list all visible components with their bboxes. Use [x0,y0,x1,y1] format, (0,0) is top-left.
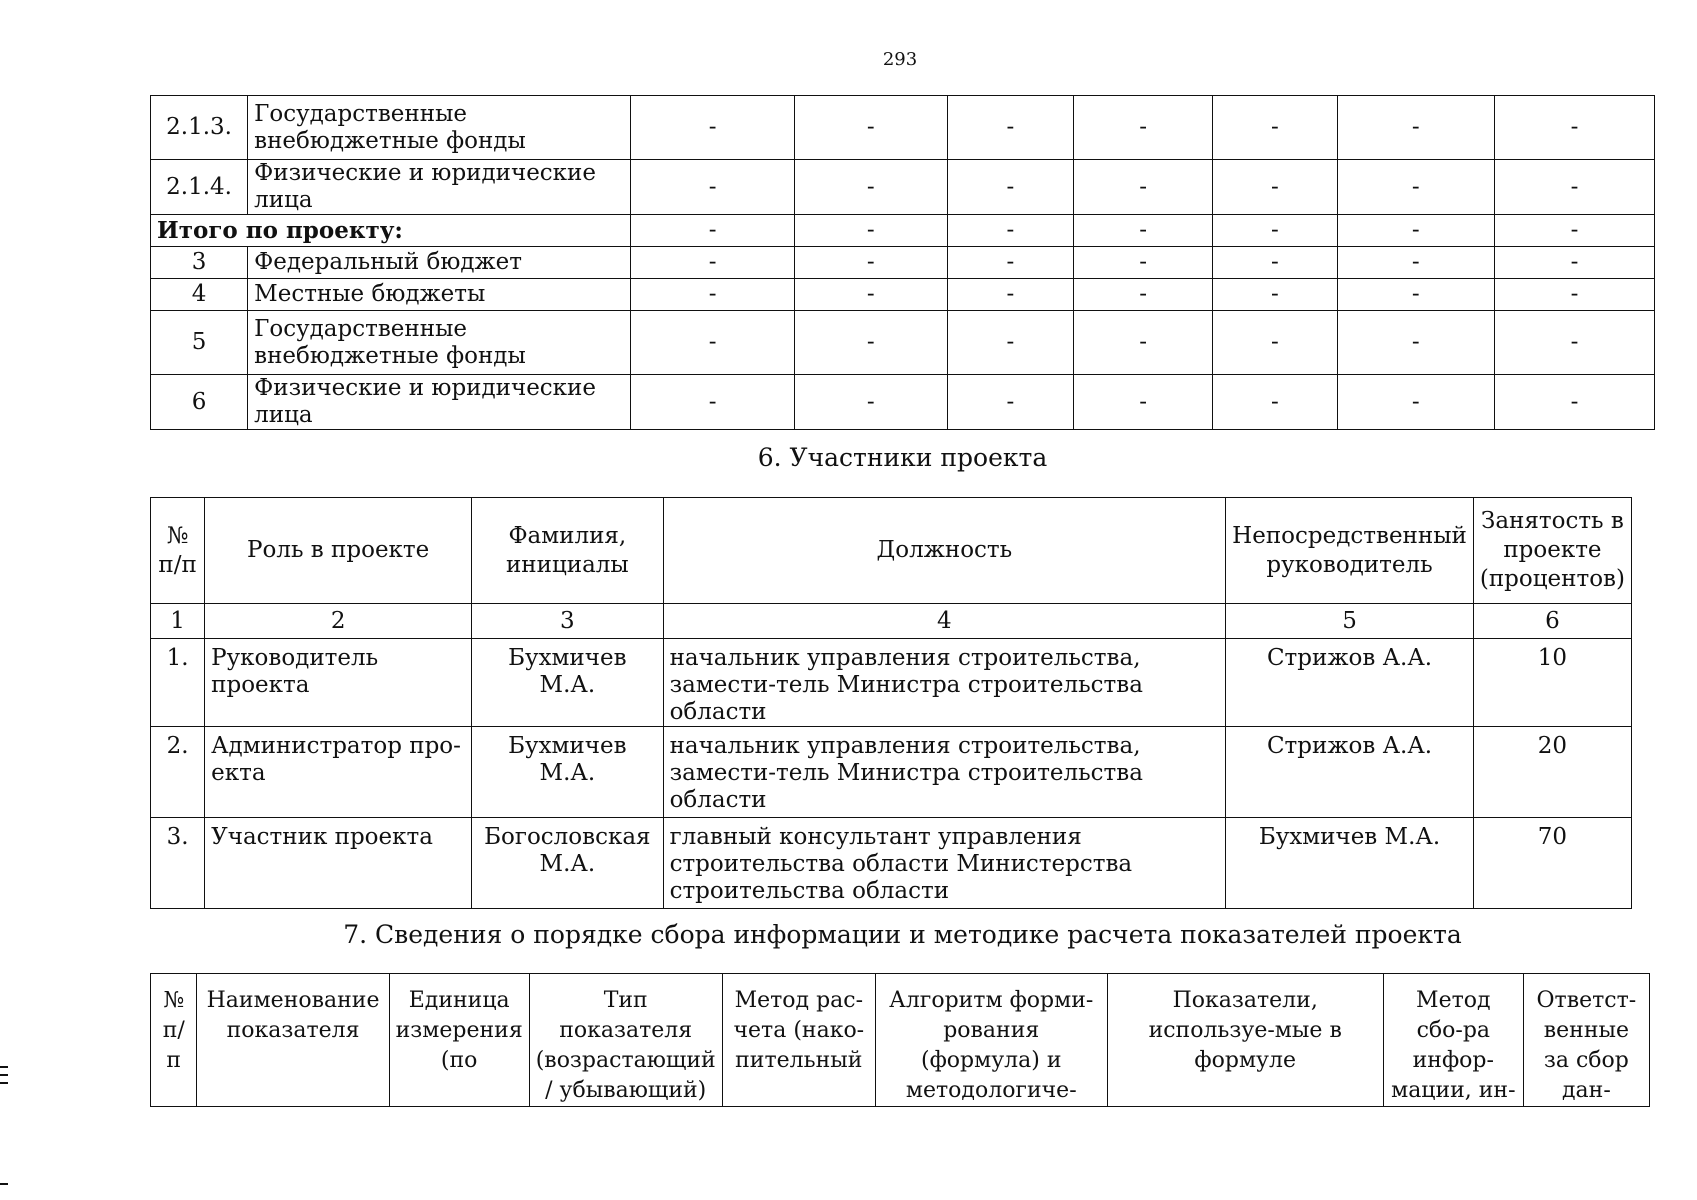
name-cell: Бухмичев М.А. [472,639,663,727]
table-row [151,375,1655,430]
name-cell: Богословская М.А. [472,818,663,909]
value-cell: - [1213,215,1338,247]
value-cell: - [794,247,947,279]
column-number: 4 [663,604,1226,639]
value-cell: - [1213,160,1338,215]
table-row [151,727,1632,818]
value-cell: - [947,375,1073,430]
value-cell: - [947,160,1073,215]
value-cell: - [631,375,795,430]
header-cell: Единица измерения (по [389,974,529,1107]
role-cell: Участник проекта [205,818,472,909]
header-cell: № п/п [151,498,205,604]
value-cell: - [1213,247,1338,279]
value-cell: - [631,96,795,160]
header-cell: № п/п [151,974,197,1107]
row-number: 5 [151,311,248,375]
position-cell: главный консультант управления строительства области Министерства строительства области [663,818,1226,909]
header-cell: Тип показателя (возрастающий / убывающий) [529,974,722,1107]
source-name: Государственные внебюджетные фонды [248,311,631,375]
table-row [151,279,1655,311]
value-cell: - [1494,215,1654,247]
header-cell: Непосредственный руководитель [1226,498,1474,604]
table-row [151,96,1655,160]
value-cell: - [947,311,1073,375]
value-cell: - [1494,375,1654,430]
row-number: 6 [151,375,248,430]
row-number: 2.1.3. [151,96,248,160]
column-number-row [151,604,1632,639]
header-cell: Алгоритм форми-рования (формула) и методологиче- [875,974,1107,1107]
header-cell: Роль в проекте [205,498,472,604]
column-number: 1 [151,604,205,639]
source-name: Государственные внебюджетные фонды [248,96,631,160]
manager-cell: Стрижов А.А. [1226,727,1474,818]
header-cell: Ответст-венные за сбор дан- [1523,974,1649,1107]
employment-cell: 20 [1473,727,1631,818]
page-number: 293 [882,49,918,70]
table-row [151,639,1632,727]
value-cell: - [794,215,947,247]
position-cell: начальник управления строительства, замести-тель Министра строительства области [663,727,1226,818]
source-name: Федеральный бюджет [248,247,631,279]
manager-cell: Бухмичев М.А. [1226,818,1474,909]
row-number: 3. [151,818,205,909]
header-cell: Должность [663,498,1226,604]
margin-marks [0,1066,8,1090]
column-number: 2 [205,604,472,639]
value-cell: - [631,215,795,247]
value-cell: - [1337,311,1494,375]
source-name: Местные бюджеты [248,279,631,311]
value-cell: - [631,160,795,215]
table-row [151,247,1655,279]
role-cell: Администратор про-екта [205,727,472,818]
value-cell: - [1074,247,1213,279]
value-cell: - [794,160,947,215]
source-name: Физические и юридические лица [248,160,631,215]
value-cell: - [1494,96,1654,160]
value-cell: - [1213,375,1338,430]
table-row [151,160,1655,215]
value-cell: - [1074,279,1213,311]
value-cell: - [1074,96,1213,160]
value-cell: - [794,96,947,160]
row-number: 2.1.4. [151,160,248,215]
value-cell: - [947,247,1073,279]
methodology-header-row [151,974,1650,1107]
margin-mark [0,1183,8,1191]
header-cell: Метод рас-чета (нако-пительный [722,974,875,1107]
column-number: 5 [1226,604,1474,639]
header-cell: Наименование показателя [197,974,389,1107]
value-cell: - [794,311,947,375]
header-cell: Метод сбо-ра инфор-мации, ин- [1383,974,1523,1107]
table-row [151,215,1655,247]
value-cell: - [1074,160,1213,215]
participants-table [150,497,1632,909]
value-cell: - [947,96,1073,160]
column-number: 6 [1473,604,1631,639]
value-cell: - [631,311,795,375]
source-name: Физические и юридические лица [248,375,631,430]
header-cell: Фамилия, инициалы [472,498,663,604]
employment-cell: 70 [1473,818,1631,909]
value-cell: - [1494,247,1654,279]
row-number: 2. [151,727,205,818]
budget-table [150,95,1655,430]
table-row [151,311,1655,375]
value-cell: - [1074,311,1213,375]
value-cell: - [1494,279,1654,311]
row-number: 3 [151,247,248,279]
value-cell: - [1074,375,1213,430]
employment-cell: 10 [1473,639,1631,727]
header-cell: Занятость в проекте (процентов) [1473,498,1631,604]
value-cell: - [947,215,1073,247]
value-cell: - [947,279,1073,311]
value-cell: - [1337,247,1494,279]
value-cell: - [1337,215,1494,247]
column-number: 3 [472,604,663,639]
value-cell: - [1494,311,1654,375]
row-number: 4 [151,279,248,311]
value-cell: - [1213,311,1338,375]
value-cell: - [1337,160,1494,215]
value-cell: - [1213,96,1338,160]
value-cell: - [1074,215,1213,247]
position-cell: начальник управления строительства, замести-тель Министра строительства области [663,639,1226,727]
value-cell: - [1213,279,1338,311]
section-6-title: 6. Участники проекта [757,443,1048,472]
manager-cell: Стрижов А.А. [1226,639,1474,727]
value-cell: - [1337,375,1494,430]
name-cell: Бухмичев М.А. [472,727,663,818]
row-number: 1. [151,639,205,727]
value-cell: - [631,279,795,311]
value-cell: - [794,375,947,430]
value-cell: - [1494,160,1654,215]
value-cell: - [794,279,947,311]
header-cell: Показатели, используе-мые в формуле [1107,974,1383,1107]
value-cell: - [631,247,795,279]
total-label: Итого по проекту: [151,215,631,247]
participants-header-row [151,498,1632,604]
methodology-table [150,973,1650,1107]
table-row [151,818,1632,909]
value-cell: - [1337,96,1494,160]
section-7-title: 7. Сведения о порядке сбора информации и методике расчета показателей проекта [343,920,1462,949]
value-cell: - [1337,279,1494,311]
role-cell: Руководитель проекта [205,639,472,727]
